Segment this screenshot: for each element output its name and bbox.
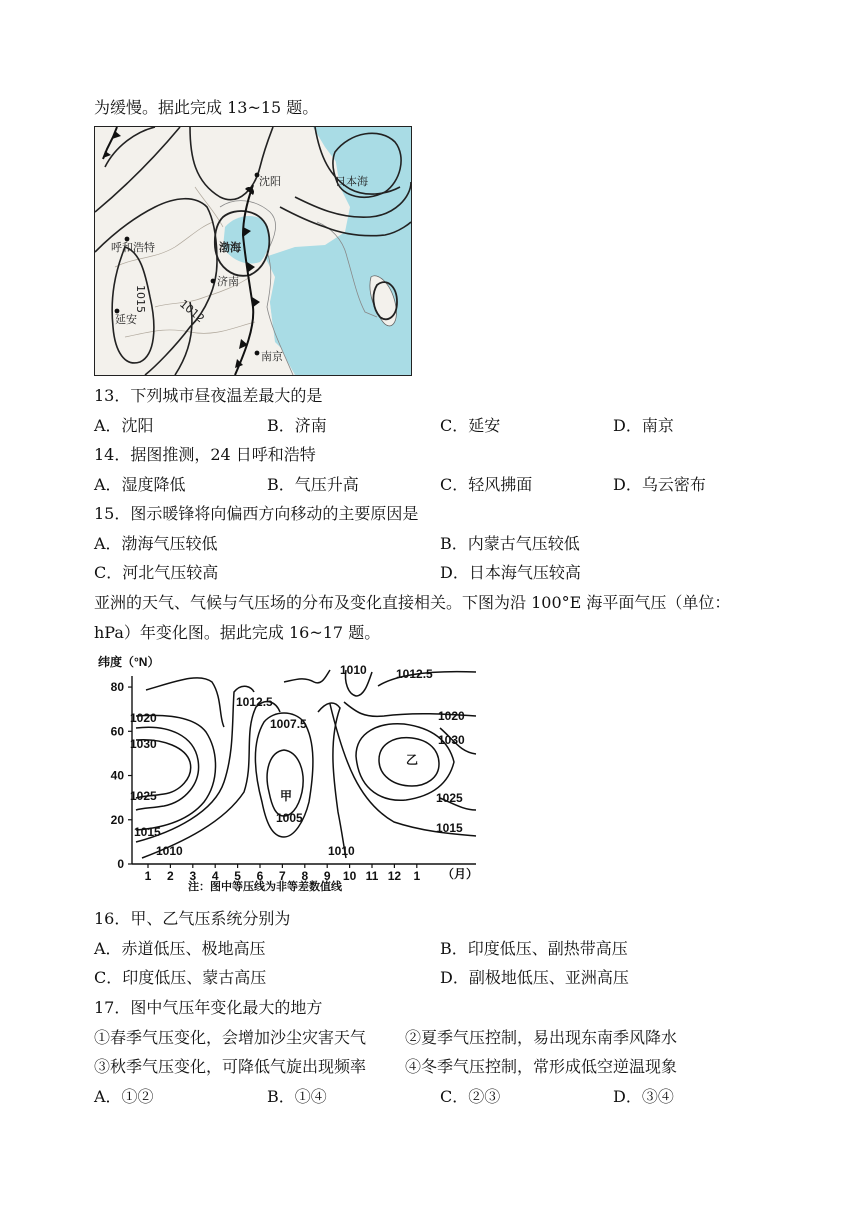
label-system-jia: 甲 — [280, 789, 293, 803]
q17-option-d[interactable]: D．③④ — [613, 1087, 674, 1106]
chart-ylabel: 纬度（°N） — [98, 655, 160, 669]
label-left-1015: 1015 — [134, 825, 161, 839]
label-bohai: 渤海 — [219, 241, 241, 254]
label-jinan: 济南 — [217, 275, 239, 288]
x-tick-label: 8 — [301, 869, 309, 883]
q14-option-c[interactable]: C．轻风拂面 — [440, 475, 533, 494]
x-tick-label: 11 — [365, 869, 379, 883]
q13-stem: 13．下列城市昼夜温差最大的是 — [94, 386, 323, 405]
q15-option-d[interactable]: D．日本海气压较高 — [440, 563, 581, 582]
q17-item-3: ③秋季气压变化，可降低气旋出现频率 — [94, 1057, 367, 1076]
label-right-1015: 1015 — [436, 821, 463, 835]
label-top-1010: 1010 — [340, 663, 367, 677]
label-isobar-1012: 1012 — [177, 297, 207, 326]
q13-option-d[interactable]: D．南京 — [613, 416, 674, 435]
contour-left-1010 — [142, 702, 280, 858]
label-right-1020: 1020 — [438, 709, 465, 723]
label-center-1005: 1005 — [276, 811, 303, 825]
q15-option-c[interactable]: C．河北气压较高 — [94, 563, 219, 582]
q14-option-d[interactable]: D．乌云密布 — [613, 475, 706, 494]
y-tick-label: 80 — [110, 680, 124, 695]
label-yanan: 延安 — [115, 313, 137, 326]
q14-stem: 14．据图推测，24 日呼和浩特 — [94, 445, 316, 464]
label-hohhot: 呼和浩特 — [111, 241, 155, 254]
label-center-1007: 1007.5 — [270, 717, 307, 731]
label-shenyang: 沈阳 — [259, 175, 281, 188]
y-tick-label: 20 — [110, 812, 124, 827]
weather-map — [94, 126, 412, 376]
q17-option-c[interactable]: C．②③ — [440, 1087, 501, 1106]
contour-right-1010 — [318, 703, 346, 858]
x-tick-label: 6 — [256, 869, 264, 883]
contour-left-1015 — [136, 686, 254, 842]
label-left-1025: 1025 — [130, 789, 157, 803]
q16-option-d[interactable]: D．副极地低压、亚洲高压 — [440, 968, 629, 987]
label-bottom-1010: 1010 — [328, 844, 355, 858]
label-left-1010: 1010 — [156, 844, 183, 858]
x-tick-label: 9 — [323, 869, 331, 883]
q17-item-4: ④冬季气压控制，常形成低空逆温现象 — [405, 1057, 678, 1076]
label-nanjing: 南京 — [261, 350, 283, 363]
q17-option-a[interactable]: A．①② — [94, 1087, 154, 1106]
q13-option-b[interactable]: B．济南 — [267, 416, 327, 435]
isobar-chart — [94, 652, 484, 896]
x-tick-label: 2 — [167, 869, 174, 883]
isobar-line — [105, 127, 155, 167]
x-tick-label: 12 — [387, 869, 402, 883]
city-dot-jinan — [211, 279, 216, 284]
x-tick-label: 1 — [413, 869, 421, 883]
q14-option-a[interactable]: A．湿度降低 — [94, 475, 186, 494]
q15-option-b[interactable]: B．内蒙古气压较低 — [440, 534, 580, 553]
intro-text-2b: hPa）年变化图。据此完成 16~17 题。 — [94, 623, 381, 642]
q15-stem: 15．图示暖锋将向偏西方向移动的主要原因是 — [94, 504, 419, 523]
q17-option-b[interactable]: B．①④ — [267, 1087, 327, 1106]
label-japan-sea: 日本海 — [335, 175, 368, 188]
q16-option-c[interactable]: C．印度低压、蒙古高压 — [94, 968, 267, 987]
x-tick-label: 5 — [234, 869, 241, 883]
isobar-line — [190, 127, 273, 200]
y-tick-label: 0 — [117, 857, 124, 871]
chart-note: 注：图中等压线为非等差数值线 — [188, 880, 342, 893]
label-top-1012: 1012.5 — [236, 695, 273, 709]
y-tick-label: 40 — [110, 768, 124, 783]
label-left-1030: 1030 — [130, 737, 157, 751]
front-triangle — [103, 151, 111, 158]
q14-option-b[interactable]: B．气压升高 — [267, 475, 359, 494]
q17-item-1: ①春季气压变化，会增加沙尘灾害天气 — [94, 1028, 367, 1047]
x-tick-label: 10 — [342, 869, 357, 883]
label-left-1020: 1020 — [130, 711, 157, 725]
intro-text-2a: 亚洲的天气、气候与气压场的分布及变化直接相关。下图为沿 100°E 海平面气压（单位： — [94, 593, 731, 612]
label-isobar-1015: 1015 — [134, 285, 147, 313]
city-dot-nanjing — [255, 351, 260, 356]
q16-option-a[interactable]: A．赤道低压、极地高压 — [94, 939, 266, 958]
q13-option-a[interactable]: A．沈阳 — [94, 416, 154, 435]
isobar-line — [95, 127, 180, 212]
label-top-1012-right: 1012.5 — [396, 667, 433, 681]
label-right-1025: 1025 — [436, 791, 463, 805]
q17-stem: 17．图中气压年变化最大的地方 — [94, 998, 323, 1017]
q17-item-2: ②夏季气压控制，易出现东南季风降水 — [405, 1028, 678, 1047]
x-tick-label: 4 — [211, 869, 219, 883]
front-triangle — [247, 262, 255, 273]
q13-option-c[interactable]: C．延安 — [440, 416, 501, 435]
y-tick-label: 60 — [110, 724, 124, 739]
label-right-1030: 1030 — [438, 733, 465, 747]
contour-group — [136, 670, 476, 858]
q15-option-a[interactable]: A．渤海气压较低 — [94, 534, 218, 553]
intro-text-1: 为缓慢。据此完成 13~15 题。 — [94, 98, 319, 117]
contour-top-mid — [284, 670, 330, 683]
x-tick-label: 1 — [144, 869, 152, 883]
x-tick-label: 3 — [189, 869, 197, 883]
q16-stem: 16．甲、乙气压系统分别为 — [94, 909, 291, 928]
chart-xlabel: （月） — [442, 867, 479, 881]
q16-option-b[interactable]: B．印度低压、副热带高压 — [440, 939, 628, 958]
label-system-yi: 乙 — [406, 753, 419, 767]
contour-center-1005 — [267, 750, 303, 816]
front-triangle — [252, 297, 260, 308]
x-tick-label: 7 — [279, 869, 286, 883]
